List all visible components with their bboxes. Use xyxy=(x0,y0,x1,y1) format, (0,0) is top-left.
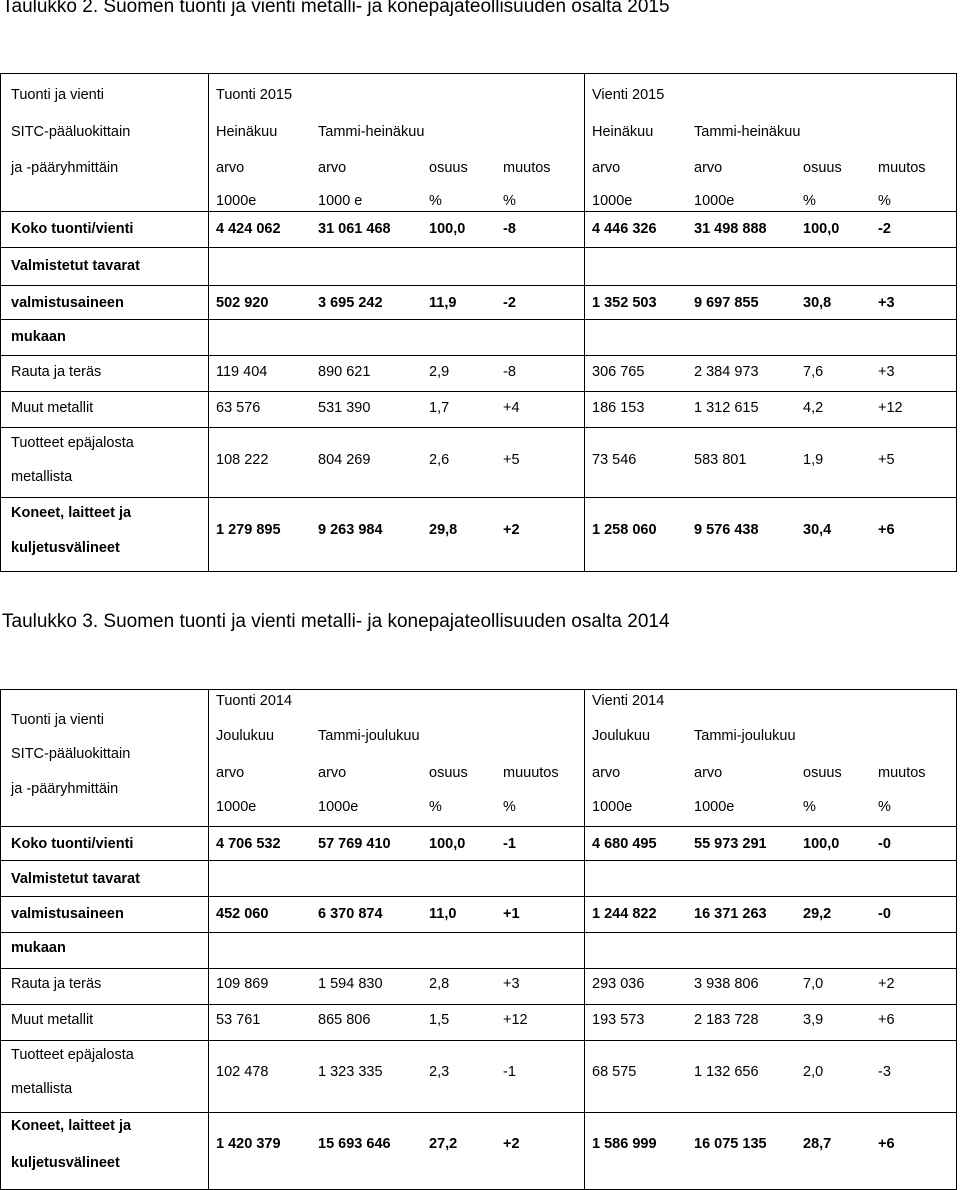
export-month: Heinäkuu xyxy=(592,124,654,140)
table-cell: 1 279 895 xyxy=(216,522,281,538)
row-label: metallista xyxy=(11,469,73,485)
table-cell: 4 680 495 xyxy=(592,836,657,852)
column-unit: % xyxy=(803,799,816,815)
column-unit: % xyxy=(503,193,516,209)
column-unit: 1000e xyxy=(592,193,633,209)
table-cell: +3 xyxy=(878,295,895,311)
import-month: Joulukuu xyxy=(216,728,275,744)
table-cell: 293 036 xyxy=(592,976,645,992)
table-cell: 1,5 xyxy=(429,1012,450,1028)
table-cell: 53 761 xyxy=(216,1012,261,1028)
table-cell: 16 075 135 xyxy=(694,1136,767,1152)
table-cell: 1 312 615 xyxy=(694,400,759,416)
table2 xyxy=(0,73,957,572)
header-group-label: ja -pääryhmittäin xyxy=(11,781,119,797)
table-cell: 11,9 xyxy=(429,295,457,311)
column-unit: 1000e xyxy=(216,799,257,815)
row-divider xyxy=(1,355,956,356)
column-unit: % xyxy=(803,193,816,209)
row-divider xyxy=(1,860,956,861)
table-cell: 1 420 379 xyxy=(216,1136,281,1152)
table-cell: 73 546 xyxy=(592,452,637,468)
column-header: muutos xyxy=(878,160,926,176)
table-cell: 29,2 xyxy=(803,906,832,922)
row-label: valmistusaineen xyxy=(11,295,124,311)
column-unit: 1000e xyxy=(318,799,359,815)
table-cell: 2,9 xyxy=(429,364,450,380)
table-cell: 119 404 xyxy=(216,364,268,380)
column-divider xyxy=(584,690,585,1189)
table-cell: +3 xyxy=(878,364,895,380)
table-cell: +6 xyxy=(878,1012,895,1028)
row-label: Rauta ja teräs xyxy=(11,364,102,380)
table-cell: 9 263 984 xyxy=(318,522,383,538)
table-cell: 27,2 xyxy=(429,1136,458,1152)
table-cell: 57 769 410 xyxy=(318,836,391,852)
table-cell: 1 352 503 xyxy=(592,295,657,311)
row-divider xyxy=(1,247,956,248)
table-cell: 31 498 888 xyxy=(694,221,767,237)
table-cell: 63 576 xyxy=(216,400,261,416)
export-title: Vienti 2014 xyxy=(592,693,665,709)
column-unit: 1000e xyxy=(592,799,633,815)
table-cell: 1 594 830 xyxy=(318,976,383,992)
table-cell: 804 269 xyxy=(318,452,371,468)
table-cell: 2,3 xyxy=(429,1064,450,1080)
table-cell: 2,0 xyxy=(803,1064,824,1080)
table-cell: 531 390 xyxy=(318,400,371,416)
table-cell: 4 446 326 xyxy=(592,221,657,237)
table-cell: +2 xyxy=(878,976,895,992)
row-label: Tuotteet epäjalosta xyxy=(11,1047,134,1063)
table-cell: 9 697 855 xyxy=(694,295,759,311)
table-cell: 16 371 263 xyxy=(694,906,767,922)
table-cell: 4 706 532 xyxy=(216,836,281,852)
export-title: Vienti 2015 xyxy=(592,87,665,103)
table-cell: 15 693 646 xyxy=(318,1136,391,1152)
table-cell: +4 xyxy=(503,400,520,416)
table-cell: 1 323 335 xyxy=(318,1064,383,1080)
header-group-label: SITC-pääluokittain xyxy=(11,124,131,140)
table-cell: +12 xyxy=(878,400,903,416)
table-cell: -0 xyxy=(878,836,891,852)
row-divider xyxy=(1,896,956,897)
table-cell: 1 258 060 xyxy=(592,522,657,538)
column-header: arvo xyxy=(318,160,347,176)
table-cell: 1 244 822 xyxy=(592,906,657,922)
column-header: osuus xyxy=(429,765,468,781)
column-header: arvo xyxy=(216,160,245,176)
table-cell: 7,6 xyxy=(803,364,824,380)
table-cell: 3 695 242 xyxy=(318,295,383,311)
table-cell: 100,0 xyxy=(429,221,466,237)
table-cell: 6 370 874 xyxy=(318,906,383,922)
table3 xyxy=(0,689,957,1190)
row-label: Rauta ja teräs xyxy=(11,976,102,992)
table-cell: 28,7 xyxy=(803,1136,832,1152)
table-cell: 100,0 xyxy=(803,221,840,237)
table-cell: 1 132 656 xyxy=(694,1064,759,1080)
table-cell: 30,4 xyxy=(803,522,832,538)
row-label: metallista xyxy=(11,1081,73,1097)
table-cell: 1,7 xyxy=(429,400,450,416)
column-unit: 1000e xyxy=(694,799,735,815)
table-cell: 502 920 xyxy=(216,295,269,311)
column-unit: % xyxy=(503,799,516,815)
column-header: arvo xyxy=(694,160,723,176)
column-header: osuus xyxy=(429,160,468,176)
table2-caption: Taulukko 2. Suomen tuonti ja vienti metalli- ja konepajateollisuuden osalta 2015 xyxy=(2,0,670,17)
table-cell: 2,6 xyxy=(429,452,450,468)
column-header: arvo xyxy=(592,765,621,781)
table-cell: 4 424 062 xyxy=(216,221,281,237)
table-cell: 1 586 999 xyxy=(592,1136,657,1152)
table-cell: +1 xyxy=(503,906,520,922)
header-group-label: Tuonti ja vienti xyxy=(11,712,104,728)
table-cell: 1,9 xyxy=(803,452,824,468)
row-label: mukaan xyxy=(11,940,66,956)
table-cell: +6 xyxy=(878,522,895,538)
table-cell: 2,8 xyxy=(429,976,450,992)
table-cell: 865 806 xyxy=(318,1012,371,1028)
table-cell: 890 621 xyxy=(318,364,371,380)
import-period: Tammi-heinäkuu xyxy=(318,124,425,140)
column-unit: 1000 e xyxy=(318,193,363,209)
table-cell: -1 xyxy=(503,1064,516,1080)
row-divider xyxy=(1,1112,956,1113)
export-month: Joulukuu xyxy=(592,728,651,744)
table-cell: 9 576 438 xyxy=(694,522,759,538)
row-divider xyxy=(1,211,956,212)
table-cell: -2 xyxy=(503,295,516,311)
column-unit: % xyxy=(429,193,442,209)
table-cell: +2 xyxy=(503,1136,520,1152)
table-cell: +5 xyxy=(503,452,520,468)
row-divider xyxy=(1,1004,956,1005)
table-cell: +3 xyxy=(503,976,520,992)
import-title: Tuonti 2015 xyxy=(216,87,293,103)
row-label: Valmistetut tavarat xyxy=(11,258,140,274)
header-group-label: ja -pääryhmittäin xyxy=(11,160,119,176)
header-group-label: SITC-pääluokittain xyxy=(11,746,131,762)
row-label: Koneet, laitteet ja xyxy=(11,1118,132,1134)
table-cell: 100,0 xyxy=(803,836,840,852)
import-title: Tuonti 2014 xyxy=(216,693,293,709)
row-label: kuljetusvälineet xyxy=(11,1155,120,1171)
table-cell: -8 xyxy=(503,364,516,380)
row-label: Valmistetut tavarat xyxy=(11,871,140,887)
column-header: arvo xyxy=(318,765,347,781)
export-period: Tammi-heinäkuu xyxy=(694,124,801,140)
row-divider xyxy=(1,285,956,286)
row-divider xyxy=(1,932,956,933)
table-cell: 31 061 468 xyxy=(318,221,391,237)
table-cell: 452 060 xyxy=(216,906,269,922)
row-label: Tuotteet epäjalosta xyxy=(11,435,134,451)
table-cell: 30,8 xyxy=(803,295,832,311)
import-period: Tammi-joulukuu xyxy=(318,728,420,744)
table-cell: 4,2 xyxy=(803,400,824,416)
table-cell: 102 478 xyxy=(216,1064,269,1080)
column-header: muutos xyxy=(503,160,551,176)
table-cell: -1 xyxy=(503,836,516,852)
column-divider xyxy=(208,690,209,1189)
table3-caption: Taulukko 3. Suomen tuonti ja vienti metalli- ja konepajateollisuuden osalta 2014 xyxy=(2,611,670,632)
row-divider xyxy=(1,391,956,392)
column-header: arvo xyxy=(216,765,245,781)
export-period: Tammi-joulukuu xyxy=(694,728,796,744)
table-cell: 100,0 xyxy=(429,836,466,852)
row-divider xyxy=(1,497,956,498)
table-cell: 583 801 xyxy=(694,452,747,468)
table-cell: +6 xyxy=(878,1136,895,1152)
row-label: Muut metallit xyxy=(11,400,94,416)
row-label: Koko tuonti/vienti xyxy=(11,221,134,237)
row-label: Muut metallit xyxy=(11,1012,94,1028)
table-cell: 3,9 xyxy=(803,1012,824,1028)
column-header: arvo xyxy=(592,160,621,176)
row-label: valmistusaineen xyxy=(11,906,124,922)
column-header: muuutos xyxy=(503,765,559,781)
row-label: kuljetusvälineet xyxy=(11,540,120,556)
row-label: Koneet, laitteet ja xyxy=(11,505,132,521)
table-cell: 306 765 xyxy=(592,364,645,380)
table-cell: -3 xyxy=(878,1064,891,1080)
header-group-label: Tuonti ja vienti xyxy=(11,87,104,103)
table-cell: 68 575 xyxy=(592,1064,637,1080)
table-cell: -0 xyxy=(878,906,891,922)
column-unit: 1000e xyxy=(694,193,735,209)
table-cell: 7,0 xyxy=(803,976,824,992)
table-cell: +12 xyxy=(503,1012,528,1028)
table-cell: +2 xyxy=(503,522,520,538)
row-divider xyxy=(1,1040,956,1041)
table-cell: -2 xyxy=(878,221,891,237)
table-cell: 3 938 806 xyxy=(694,976,759,992)
row-label: Koko tuonti/vienti xyxy=(11,836,134,852)
import-month: Heinäkuu xyxy=(216,124,278,140)
table-cell: 29,8 xyxy=(429,522,458,538)
column-header: osuus xyxy=(803,765,842,781)
row-divider xyxy=(1,826,956,827)
column-header: arvo xyxy=(694,765,723,781)
column-unit: 1000e xyxy=(216,193,257,209)
table-cell: -8 xyxy=(503,221,516,237)
table-cell: 186 153 xyxy=(592,400,645,416)
table-cell: 55 973 291 xyxy=(694,836,767,852)
table-cell: 11,0 xyxy=(429,906,457,922)
column-unit: % xyxy=(878,193,891,209)
table-cell: 2 183 728 xyxy=(694,1012,759,1028)
column-header: osuus xyxy=(803,160,842,176)
column-unit: % xyxy=(429,799,442,815)
table-cell: 108 222 xyxy=(216,452,269,468)
column-header: muutos xyxy=(878,765,926,781)
table-cell: 2 384 973 xyxy=(694,364,759,380)
row-label: mukaan xyxy=(11,329,66,345)
row-divider xyxy=(1,319,956,320)
table-cell: 193 573 xyxy=(592,1012,645,1028)
row-divider xyxy=(1,427,956,428)
row-divider xyxy=(1,968,956,969)
column-unit: % xyxy=(878,799,891,815)
table-cell: +5 xyxy=(878,452,895,468)
table-cell: 109 869 xyxy=(216,976,269,992)
